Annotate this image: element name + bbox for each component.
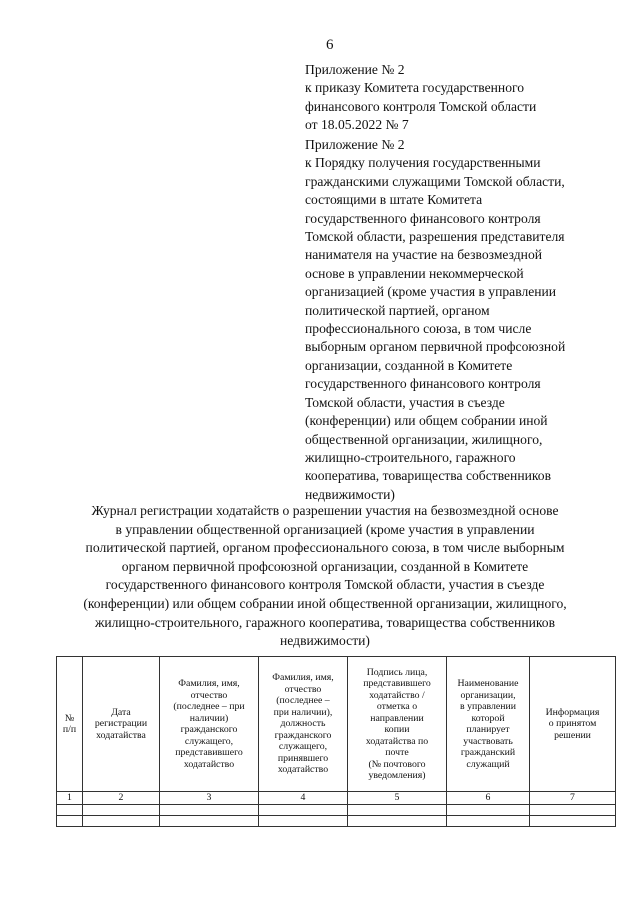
appendix-procedure-line: политической партией, органом <box>305 302 490 318</box>
appendix-procedure-line: общественной организации, жилищного, <box>305 431 543 447</box>
appendix-procedure-line: гражданскими служащими Томской области, <box>305 173 565 189</box>
appendix-procedure-line: к Порядку получения государственными <box>305 155 541 171</box>
journal-title-line: органом первичной профсоюзной организации, созданной в Комитете <box>121 558 529 574</box>
empty-cell <box>447 815 530 826</box>
journal-title-line: (конференции) или общем собрании иной общественной организации, жилищного, <box>83 595 567 611</box>
empty-cell <box>57 815 83 826</box>
header-cell-applicant-name: Фамилия, имя, отчество (последнее – при наличии) гражданского служащего, представившего ходатайство <box>160 657 259 792</box>
empty-cell <box>259 804 348 815</box>
empty-cell <box>259 815 348 826</box>
journal-title-line: в управлении общественной организацией (кроме участия в управлении <box>115 521 535 537</box>
appendix-procedure-line: кооператива, товарищества собственников <box>305 468 552 484</box>
appendix-procedure-line: организации, созданной в Комитете <box>305 357 513 373</box>
appendix-order-line: финансового контроля Томской области <box>305 98 537 114</box>
appendix-order-block <box>305 61 625 135</box>
empty-cell <box>348 804 447 815</box>
appendix-procedure-line: выборным органом первичной профсоюзной <box>305 339 566 355</box>
empty-cell <box>160 815 259 826</box>
appendix-procedure-line: Томской области, участия в съезде <box>305 394 505 410</box>
column-number-cell: 5 <box>348 792 447 805</box>
header-cell-signature: Подпись лица, представившего ходатайство / отметка о направлении копии ходатайства по почте (№ почтового уведомления) <box>348 657 447 792</box>
journal-title-line: политической партией, органом профессионального союза, в том числе выборным <box>85 540 565 556</box>
header-cell-decision: Информация о принятом решении <box>530 657 616 792</box>
appendix-procedure-line: основе в управлении некоммерческой <box>305 265 524 281</box>
table-header-row <box>57 657 616 792</box>
appendix-procedure-line: (конференции) или общем собрании иной <box>305 413 548 429</box>
appendix-procedure-line: состоящими в штате Комитета <box>305 192 483 208</box>
appendix-procedure-line: государственного финансового контроля <box>305 376 541 392</box>
empty-cell <box>160 804 259 815</box>
journal-title <box>40 502 610 651</box>
empty-cell <box>57 804 83 815</box>
header-cell-registration-date: Дата регистрации ходатайства <box>83 657 160 792</box>
appendix-procedure-line: Томской области, разрешения представителя <box>305 229 565 245</box>
appendix-procedure-block <box>305 136 625 504</box>
appendix-procedure-line: нанимателя на участие на безвозмездной <box>305 247 543 263</box>
appendix-procedure-line: жилищно-строительного, гаражного <box>305 449 516 465</box>
registration-table <box>56 656 616 827</box>
appendix-order-line: к приказу Комитета государственного <box>305 80 525 96</box>
page-number: 6 <box>326 37 334 53</box>
table-row <box>57 804 616 815</box>
column-number-cell: 6 <box>447 792 530 805</box>
column-number-cell: 4 <box>259 792 348 805</box>
appendix-procedure-line: государственного финансового контроля <box>305 210 541 226</box>
column-number-cell: 7 <box>530 792 616 805</box>
empty-cell <box>83 804 160 815</box>
journal-title-line: Журнал регистрации ходатайств о разрешении участия на безвозмездной основе <box>91 503 559 518</box>
empty-cell <box>348 815 447 826</box>
column-number-cell: 2 <box>83 792 160 805</box>
header-cell-receiver-name: Фамилия, имя, отчество (последнее – при наличии), должность гражданского служащего, принявшего ходатайство <box>259 657 348 792</box>
appendix-procedure-line: профессионального союза, в том числе <box>305 321 532 337</box>
appendix-order-line: Приложение № 2 <box>305 62 405 77</box>
journal-title-line: жилищно-строительного, гаражного кооператива, товарищества собственников <box>94 614 555 630</box>
header-cell-number: № п/п <box>57 657 83 792</box>
column-number-cell: 3 <box>160 792 259 805</box>
table-row <box>57 815 616 826</box>
empty-cell <box>447 804 530 815</box>
empty-cell <box>83 815 160 826</box>
appendix-procedure-line: Приложение № 2 <box>305 137 405 152</box>
empty-cell <box>530 804 616 815</box>
appendix-procedure-line: организацией (кроме участия в управлении <box>305 284 557 300</box>
header-cell-organization: Наименование организации, в управлении которой планирует участвовать гражданский служащий <box>447 657 530 792</box>
empty-cell <box>530 815 616 826</box>
journal-title-line: недвижимости) <box>280 633 370 649</box>
journal-title-line: государственного финансового контроля Томской области, участия в съезде <box>105 577 545 593</box>
appendix-order-line: от 18.05.2022 № 7 <box>305 117 409 133</box>
appendix-procedure-line: недвижимости) <box>305 486 395 502</box>
column-number-cell: 1 <box>57 792 83 805</box>
column-number-row <box>57 792 616 805</box>
